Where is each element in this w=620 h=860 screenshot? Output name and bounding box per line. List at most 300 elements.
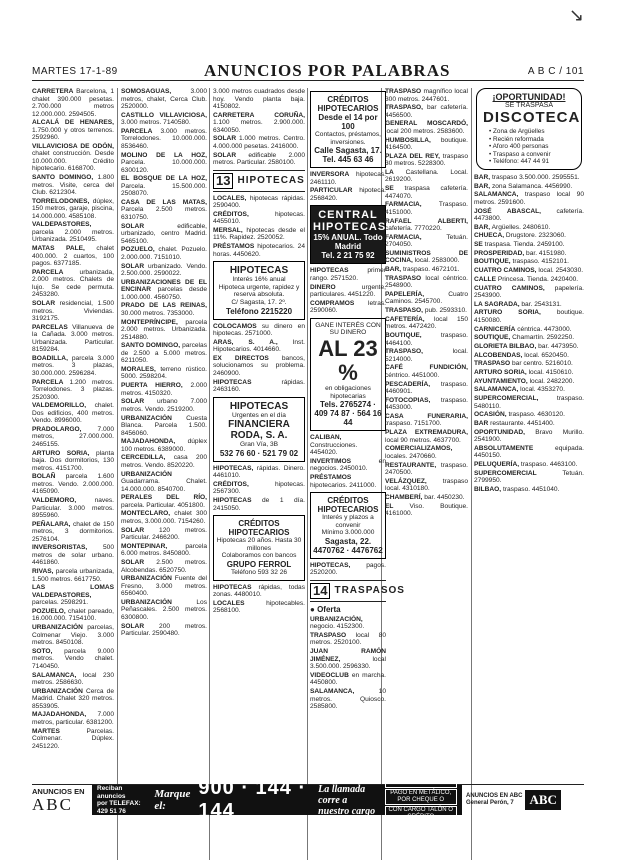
ad-text: local 3.500.000. 2596330. bbox=[310, 655, 386, 671]
ad-text: Parcela. 10.000.000. 6300120. bbox=[121, 159, 207, 174]
ad-text: parcela 3.000 metros. 3 plazas, 30.000.000. 2596284. bbox=[32, 354, 114, 377]
ad-text: parcelas. 2598291. bbox=[32, 599, 89, 607]
classified-ad bbox=[310, 187, 386, 202]
ad-text: traspaso. 5480110. bbox=[474, 395, 584, 410]
ad-keyword: MOLINO DE LA HOZ, bbox=[121, 151, 207, 159]
ad-text: residencial, 1.500 metros. Viviendas. 3192175. bbox=[32, 300, 114, 322]
ad-box-company: RODA, S. A. bbox=[230, 430, 288, 442]
ad-text: parcela 9.000 metros. Vendo chalet. 7140450. bbox=[32, 647, 114, 670]
section-header-hipotecas bbox=[213, 170, 305, 192]
ad-text: local. 4150610. bbox=[528, 369, 574, 377]
ad-text: pagos. 2520200. bbox=[310, 561, 386, 577]
ad-keyword: CALIBAN, bbox=[310, 434, 342, 442]
ad-list bbox=[121, 88, 207, 638]
ad-keyword: SOTO, bbox=[32, 647, 53, 655]
classified-ad bbox=[474, 352, 584, 360]
column-rule bbox=[471, 88, 472, 860]
ad-text: traspaso. 4464100. bbox=[385, 332, 468, 347]
classified-ad bbox=[121, 112, 207, 127]
ad-text: rápidas. 2463160. bbox=[213, 378, 305, 394]
ad-keyword: TRASPASO, bbox=[385, 348, 423, 356]
ad-box-gane-interes bbox=[310, 318, 386, 431]
classified-ad bbox=[474, 276, 584, 284]
ad-box-line: Interés 16% anual bbox=[232, 276, 286, 284]
ad-box-feature: • Recién reformada bbox=[489, 136, 575, 144]
ad-text: 3.000 metros cuadrados desde hoy. Vendo planta baja. 4150802. bbox=[213, 88, 305, 110]
ad-keyword: URBANIZACIÓN, bbox=[310, 615, 363, 623]
ad-box-address: C/ Sagasta, 17. 2º. bbox=[231, 298, 287, 306]
classified-ad bbox=[121, 623, 207, 638]
ad-list bbox=[310, 562, 386, 577]
classified-ad bbox=[474, 411, 584, 419]
ad-text: urgente, particulares. 4451220. bbox=[310, 283, 386, 299]
classified-ad bbox=[474, 232, 584, 240]
ad-text: traspasa cafetería. 4474070. bbox=[385, 185, 468, 200]
classified-ad bbox=[121, 438, 207, 453]
ad-box-discoteca bbox=[476, 88, 582, 170]
classified-ad bbox=[385, 413, 468, 428]
classified-ad bbox=[213, 355, 305, 378]
ad-keyword: LOCALES, bbox=[213, 194, 247, 202]
ad-text: en negocios. 2450010. bbox=[310, 457, 386, 473]
ad-text: Bravo Murillo. 2541900. bbox=[474, 428, 584, 444]
ad-text: traspaso 30 metros. 5228300. bbox=[385, 152, 468, 168]
ad-keyword: TRASPASO bbox=[385, 274, 422, 282]
ad-keyword: HIPOTECAS bbox=[213, 378, 252, 386]
ad-keyword: BOUTIQUE, bbox=[385, 332, 422, 339]
ad-keyword: MAJADAHONDA, bbox=[121, 438, 176, 446]
ad-keyword: ALCOBENDAS, bbox=[474, 351, 523, 359]
ad-text: 200 metros. Particular. 2590480. bbox=[121, 622, 207, 638]
ad-text: 7.000 metros, 27.000.000. 2465155. bbox=[32, 425, 114, 448]
classified-ad bbox=[32, 497, 114, 520]
classified-ad bbox=[385, 381, 468, 396]
ad-box-title: CRÉDITOS HIPOTECARIOS bbox=[317, 496, 379, 514]
ad-keyword: EX DIRECTOS bbox=[213, 354, 269, 362]
ad-text: equipada. 4450150. bbox=[474, 444, 584, 460]
ad-text: parcela 2.000 metros. Urbanizada. 2510495. bbox=[32, 228, 114, 244]
ad-keyword: SANTO DOMINGO, bbox=[121, 342, 181, 350]
ad-keyword: CASTILLO VILLAVICIOSA, bbox=[121, 111, 207, 119]
classified-ad bbox=[32, 608, 114, 623]
ad-keyword: FARMACIA, bbox=[385, 233, 422, 241]
classified-ad bbox=[310, 648, 386, 671]
ad-text: 2.500 metros. Alcobendas. 6520750. bbox=[121, 559, 207, 574]
ad-keyword: CHUECA, bbox=[474, 232, 505, 240]
ad-keyword: CASA FUNERARIA, bbox=[385, 412, 468, 420]
ad-text: local 230 metros. 2586630. bbox=[32, 671, 114, 686]
classified-ad bbox=[121, 302, 207, 317]
classified-ad bbox=[121, 319, 207, 342]
section-header-traspasos bbox=[310, 580, 405, 602]
ad-keyword: INVERSORISTAS, bbox=[32, 544, 88, 552]
ad-keyword: AYUNTAMIENTO, bbox=[474, 377, 528, 385]
footer-address-line: ANUNCIOS EN ABC bbox=[466, 793, 523, 799]
ad-keyword: MERSAL, bbox=[213, 226, 243, 234]
ad-keyword: BAR, bbox=[474, 182, 491, 190]
ad-keyword: ARAS, S. A., bbox=[213, 338, 278, 346]
ad-text: chalet construcción. Desde 10.000.000. Crédito hipotecario. 6168700. bbox=[32, 150, 114, 173]
ad-text: local céntrico. 2548900. bbox=[385, 274, 468, 290]
ad-keyword: PEÑALARA, bbox=[32, 520, 71, 528]
ad-text: Inst. Hipotecarios. 4014660. bbox=[213, 338, 305, 354]
ad-keyword: PELUQUERÍA, bbox=[474, 461, 520, 469]
ad-keyword: BILBAO, bbox=[474, 485, 502, 493]
ad-keyword: CARRETERA CORUÑA, bbox=[213, 111, 305, 119]
classified-ad bbox=[121, 575, 207, 598]
ad-keyword: VILLAVICIOSA DE ODÓN, bbox=[32, 142, 114, 150]
ad-text: céntrica. 4473000. bbox=[517, 325, 572, 333]
ad-list bbox=[310, 434, 386, 489]
classified-ad bbox=[32, 584, 114, 607]
classified-ad bbox=[474, 301, 584, 309]
ad-text: boutique. 4164500. bbox=[385, 136, 468, 152]
ad-text: local 90 metros. 4637700. bbox=[385, 436, 461, 444]
ad-keyword: TRASPASO bbox=[310, 631, 347, 639]
classified-ad bbox=[474, 174, 584, 182]
ad-box-phone: Teléfono 2215220 bbox=[225, 306, 293, 316]
classified-ad bbox=[121, 415, 207, 438]
ad-text: traspaso. 4463100. bbox=[520, 461, 578, 469]
classified-ad bbox=[474, 334, 584, 342]
classified-ad bbox=[474, 386, 584, 394]
ad-text: 120 metros. Particular. 2466200. bbox=[121, 526, 207, 542]
classified-column-5 bbox=[385, 88, 468, 860]
classified-ad bbox=[310, 458, 386, 473]
ad-text: traspaso local. 4310180. bbox=[385, 477, 468, 493]
footer-phone-banner bbox=[92, 777, 462, 822]
classified-ad bbox=[474, 183, 584, 191]
ad-keyword: BAR, bbox=[474, 173, 491, 181]
classified-ad bbox=[474, 224, 584, 232]
ad-keyword: TRASPASO bbox=[474, 360, 511, 368]
classified-ad bbox=[32, 672, 114, 687]
classified-ad bbox=[385, 332, 468, 347]
ad-text: local 80 metros. 2520100. bbox=[310, 631, 386, 647]
ad-keyword: LOCALES bbox=[213, 599, 245, 607]
classified-ad bbox=[385, 503, 468, 518]
ad-text: 30.000 metros. 7353000. bbox=[121, 309, 195, 317]
ad-box-line: Mínimo 3.000.000 bbox=[321, 529, 375, 537]
ad-text: 1.200 metros. Torrelodones. 3 plazas. 2520300. bbox=[32, 378, 114, 401]
ad-text: de 1 día. 2415050. bbox=[213, 497, 305, 512]
classified-ad bbox=[213, 211, 305, 226]
footer-anuncios bbox=[32, 785, 92, 815]
ad-keyword: LAS LOMAS VALDEPASTORES, bbox=[32, 584, 114, 599]
ad-keyword: SE bbox=[385, 185, 394, 193]
footer-address-line: General Perón, 7 bbox=[466, 800, 514, 806]
classified-ad bbox=[310, 562, 386, 577]
ad-keyword: HIPOTECAS bbox=[213, 497, 252, 505]
classified-ad bbox=[310, 632, 386, 647]
classified-ad bbox=[121, 494, 207, 509]
ad-text: negocio. 4152300. bbox=[310, 623, 365, 631]
footer-slogan: La llamada corre a nuestro cargo bbox=[318, 783, 376, 817]
classified-ad bbox=[32, 88, 114, 118]
footer-phone-number: 900 · 144 · 144 bbox=[198, 777, 307, 822]
footer-cobros bbox=[385, 778, 457, 823]
ad-text: en marcha. 4450800. bbox=[310, 671, 386, 687]
classified-ad bbox=[474, 326, 584, 334]
classified-ad bbox=[310, 284, 386, 299]
ad-text: primer rango. 2571520. bbox=[310, 267, 386, 282]
classified-ad bbox=[121, 543, 207, 558]
ad-keyword: MONTEPINAR, bbox=[121, 542, 168, 550]
classified-ad bbox=[32, 473, 114, 496]
ad-box-title: CENTRAL bbox=[318, 209, 378, 222]
ad-text: hipotecas. 2567300. bbox=[213, 480, 305, 496]
ad-box-financiera-roda bbox=[213, 397, 305, 462]
classified-ad bbox=[213, 88, 305, 111]
ad-keyword: MORALES, bbox=[121, 365, 156, 373]
ad-keyword: CAFÉ FUNDICIÓN, bbox=[385, 364, 468, 372]
ad-text: dúplex, 150 metros, garaje, piscina, 14.000.000. 4585108. bbox=[32, 197, 114, 220]
classified-ad bbox=[32, 402, 114, 425]
classified-ad bbox=[32, 624, 114, 647]
ad-box-phone: Tel. 445 63 46 bbox=[322, 155, 374, 165]
section-number: 13 bbox=[213, 173, 233, 189]
footer-fax-number: 429 51 76 bbox=[97, 807, 126, 815]
column-rule bbox=[307, 88, 308, 860]
ad-box-rate: AL 23 % bbox=[318, 335, 378, 385]
classified-ad bbox=[385, 307, 468, 315]
ad-box-address: Calle Sagasta, 17. bbox=[314, 146, 382, 156]
ad-keyword: VIDEOCLUB bbox=[310, 671, 349, 679]
footer-cobros-line: PAGO EN METÁLICO, POR CHEQUE O bbox=[385, 789, 457, 805]
classified-ad bbox=[121, 366, 207, 381]
ad-keyword: ARTURO SORIA, bbox=[474, 369, 527, 377]
classified-ad bbox=[121, 128, 207, 151]
column-rule bbox=[117, 88, 118, 860]
ad-keyword: ARTURO SORIA, bbox=[474, 309, 541, 317]
classified-ad bbox=[385, 104, 468, 119]
ad-box-title: HIPOTECAS bbox=[229, 400, 289, 412]
ad-text: chalet 300 metros, 3.000.000. 7154260. bbox=[121, 510, 207, 525]
classified-ad bbox=[213, 465, 305, 480]
ad-keyword: JUAN RAMÓN JIMÉNEZ, bbox=[310, 648, 386, 663]
ad-list bbox=[213, 465, 305, 512]
classified-ad bbox=[121, 599, 207, 622]
ad-keyword: LA SAGRADA, bbox=[474, 300, 520, 308]
classified-ad bbox=[474, 258, 584, 266]
classified-ad bbox=[385, 153, 468, 168]
ad-text: traspaso local 90 metros. 2591600. bbox=[474, 191, 584, 206]
ad-text: local. 2482200. bbox=[529, 377, 575, 385]
ad-box-phone: Tel. 2 21 75 92 bbox=[321, 251, 375, 261]
ad-keyword: SANTO DOMINGO, bbox=[32, 174, 94, 182]
ad-keyword: RESTAURANTE, bbox=[385, 461, 437, 469]
abc-logo-dark: ABC bbox=[525, 790, 560, 810]
header-page-number: A B C / 101 bbox=[527, 66, 584, 77]
ad-text: Cuesta Blanca. Parcela 1.500. 8456060. bbox=[121, 414, 207, 437]
classified-ad bbox=[385, 348, 468, 363]
page-header bbox=[32, 61, 584, 81]
ad-keyword: INVERSORA bbox=[310, 171, 350, 179]
classified-ad bbox=[474, 445, 584, 460]
ad-keyword: BAR, bbox=[385, 266, 402, 274]
ad-text: su dinero en hipotecas. 2571000. bbox=[213, 322, 305, 337]
classified-ad bbox=[32, 426, 114, 449]
classified-ad bbox=[385, 250, 468, 265]
classified-ad bbox=[385, 169, 468, 184]
subsection-label: Oferta bbox=[317, 604, 341, 614]
ad-keyword: COMPRAMOS bbox=[310, 299, 355, 307]
classified-ad bbox=[385, 120, 468, 135]
classified-ad bbox=[213, 379, 305, 394]
ad-box-phone: Teléfono 593 32 26 bbox=[230, 568, 288, 576]
classified-ad bbox=[213, 339, 305, 354]
ad-keyword: EL bbox=[385, 502, 394, 510]
footer-marque-label: Marque el: bbox=[154, 788, 191, 812]
ad-text: dúplex 100 metros. 6389000. bbox=[121, 438, 207, 453]
ad-keyword: VELÁZQUEZ, bbox=[385, 477, 427, 485]
ad-keyword: SOLAR bbox=[121, 222, 145, 230]
ad-list bbox=[213, 584, 305, 615]
ad-keyword: URBANIZACIÓN bbox=[121, 414, 172, 422]
ad-text: Barcelona, 1 chalet 390.000 pesetas. 2.700.000 metros 12.000.000. 2594505. bbox=[32, 88, 114, 118]
abc-logo: ABC bbox=[32, 795, 73, 814]
classified-ad bbox=[474, 378, 584, 386]
ad-keyword: PUERTA HIERRO, bbox=[121, 382, 183, 390]
ad-keyword: PARTICULAR bbox=[310, 187, 353, 195]
classified-ad bbox=[310, 672, 386, 687]
classified-ad bbox=[32, 544, 114, 567]
ad-text: Viso. Boutique. 4161000. bbox=[385, 502, 468, 518]
ad-text: Chamartín. 2592250. bbox=[512, 334, 575, 342]
ad-keyword: BOUTIQUE, bbox=[474, 258, 511, 266]
ad-keyword: CRÉDITOS, bbox=[213, 480, 249, 488]
ad-box-feature: • Traspaso a convenir bbox=[489, 151, 575, 159]
ad-text: hipotecarios. 2411000. bbox=[310, 481, 377, 489]
classified-column-6 bbox=[474, 88, 584, 860]
classified-column-1 bbox=[32, 88, 114, 860]
classified-ad bbox=[121, 527, 207, 542]
ad-text: 2.000 metros. 4150320. bbox=[121, 382, 207, 397]
ad-keyword: CRÉDITOS, bbox=[213, 210, 249, 218]
ad-keyword: URBANIZACIÓN bbox=[121, 575, 172, 583]
footer-anuncios-label: ANUNCIOS EN bbox=[32, 787, 85, 796]
classified-ad bbox=[474, 420, 584, 428]
ad-keyword: TRASPASO bbox=[385, 88, 422, 95]
ad-text: Castellana. Local. 2619200. bbox=[385, 168, 468, 184]
classified-ad bbox=[474, 250, 584, 258]
classified-ad bbox=[385, 234, 468, 249]
footer-fax-line: Reciban anuncios bbox=[97, 785, 126, 800]
ad-text: 500 metros de solar urbano. 4461860. bbox=[32, 544, 114, 567]
ad-text: local. 5214000. bbox=[385, 348, 468, 363]
ad-keyword: LA bbox=[385, 168, 394, 176]
ad-box-phone: 532 76 60 · 521 79 02 bbox=[219, 448, 299, 458]
ad-text: hipotecas rápidas. 2590400. bbox=[213, 194, 305, 210]
ad-text: chalet. Pozuelo. 2.000.000. 7151010. bbox=[121, 246, 207, 261]
ad-text: local 200 metros. 2583600. bbox=[385, 127, 465, 135]
ad-keyword: SUPERCOMERCIAL, bbox=[474, 395, 539, 403]
ad-box-line: GANE INTERÉS CON SU DINERO bbox=[315, 321, 381, 337]
ad-list bbox=[213, 88, 305, 167]
ad-keyword: OCASIÓN, bbox=[474, 411, 507, 419]
ad-keyword: SOMOSAGUAS, bbox=[121, 88, 172, 95]
footer-telefax bbox=[97, 785, 148, 815]
ad-text: planta baja. Dos dormitorios, 130 metros. 4151700. bbox=[32, 449, 114, 472]
classified-ad bbox=[32, 174, 114, 197]
classified-ad bbox=[385, 185, 468, 200]
ad-keyword: MARTES bbox=[32, 727, 60, 735]
ad-keyword: SOLAR bbox=[213, 151, 237, 159]
ad-keyword: SALAMANCA, bbox=[474, 191, 519, 199]
footer-address-text bbox=[466, 793, 522, 807]
classified-ad bbox=[310, 171, 386, 186]
classified-ad bbox=[385, 316, 468, 331]
ad-keyword: SOLAR bbox=[121, 559, 145, 566]
ad-keyword: PLAZA EXTREMADURA, bbox=[385, 429, 468, 437]
classified-ad bbox=[310, 267, 386, 282]
classified-ad bbox=[385, 494, 468, 502]
classified-ad bbox=[32, 324, 114, 354]
classified-ad bbox=[310, 616, 386, 631]
ad-box-feature: • Teléfono: 447 44 91 bbox=[489, 158, 575, 166]
classified-ad bbox=[121, 382, 207, 397]
ad-text: Construcciones. 4454020. bbox=[310, 441, 358, 457]
footer-address bbox=[462, 785, 584, 815]
ad-text: cafetería. 7770220. bbox=[385, 225, 442, 232]
classified-ad bbox=[385, 445, 468, 460]
classified-ad bbox=[385, 201, 468, 216]
ad-box-title: ¡OPORTUNIDAD! bbox=[492, 92, 566, 102]
classified-column-2 bbox=[121, 88, 207, 860]
ad-text: rápidas, todas zonas. 4480010. bbox=[213, 583, 305, 598]
ad-text: local. 2583000. bbox=[414, 257, 460, 265]
ad-text: Villanueva de la Cañada. 3.000 metros. Urbanizada. Particular. 8159284. bbox=[32, 323, 114, 354]
ad-box-creditos-hipotecarios bbox=[310, 492, 386, 559]
footer-banner bbox=[32, 777, 584, 822]
ad-keyword: COMERCIALIZAMOS, bbox=[385, 445, 453, 453]
classified-ad bbox=[474, 309, 584, 324]
ad-text: edificable 2.000 metros. Particular. 2580100. bbox=[213, 151, 305, 167]
ad-text: traspaso. 2470500. bbox=[385, 461, 468, 476]
ad-text: 7.000 metros, particular. 6381200. bbox=[32, 711, 114, 726]
ad-box-central-hipotecas bbox=[310, 205, 386, 264]
classified-ad bbox=[385, 88, 468, 103]
ad-text: bar. 2543131. bbox=[521, 300, 562, 308]
ad-keyword: BAR bbox=[474, 419, 489, 427]
ad-text: Cerca de Madrid. Chalet 320 metros. 8553905. bbox=[32, 687, 114, 710]
ad-text: parcela urbanizada, 1.500 metros. 6617750. bbox=[32, 568, 114, 583]
classified-ad bbox=[474, 395, 584, 410]
classified-ad bbox=[385, 137, 468, 152]
classified-ad bbox=[121, 454, 207, 469]
ad-text: urbanizada, 2.000 metros. Chalets de lujo. Se cede permuta. 2453280. bbox=[32, 268, 114, 299]
ad-text: cafetería. 4473800. bbox=[474, 207, 584, 223]
classified-ad bbox=[121, 510, 207, 525]
classified-ad bbox=[213, 195, 305, 210]
ad-keyword: VALDEMORO, bbox=[32, 497, 77, 504]
ad-text: terreno rústico. 5000. 2598204. bbox=[121, 365, 207, 381]
classified-ad bbox=[474, 191, 584, 206]
classified-ad bbox=[310, 300, 386, 315]
ad-keyword: URBANIZACIONES DE EL ENCINAR bbox=[121, 278, 207, 294]
classified-ad bbox=[310, 434, 386, 457]
ad-keyword: SOLAR bbox=[121, 622, 145, 630]
ad-text: Princesa. Tienda. 2420400. bbox=[497, 275, 579, 283]
classified-ad bbox=[310, 688, 386, 711]
ad-text: chalet pareado, 16.000.000. 7154100. bbox=[32, 607, 114, 623]
ad-text: locales. 2470660. bbox=[385, 452, 437, 460]
classified-ad bbox=[474, 267, 584, 275]
ad-text: local. 6520450. bbox=[524, 351, 569, 359]
ad-keyword: BOLAÑ bbox=[32, 473, 56, 481]
ad-keyword: VALDEMORILLO, bbox=[32, 402, 87, 410]
classified-ad bbox=[474, 461, 584, 469]
